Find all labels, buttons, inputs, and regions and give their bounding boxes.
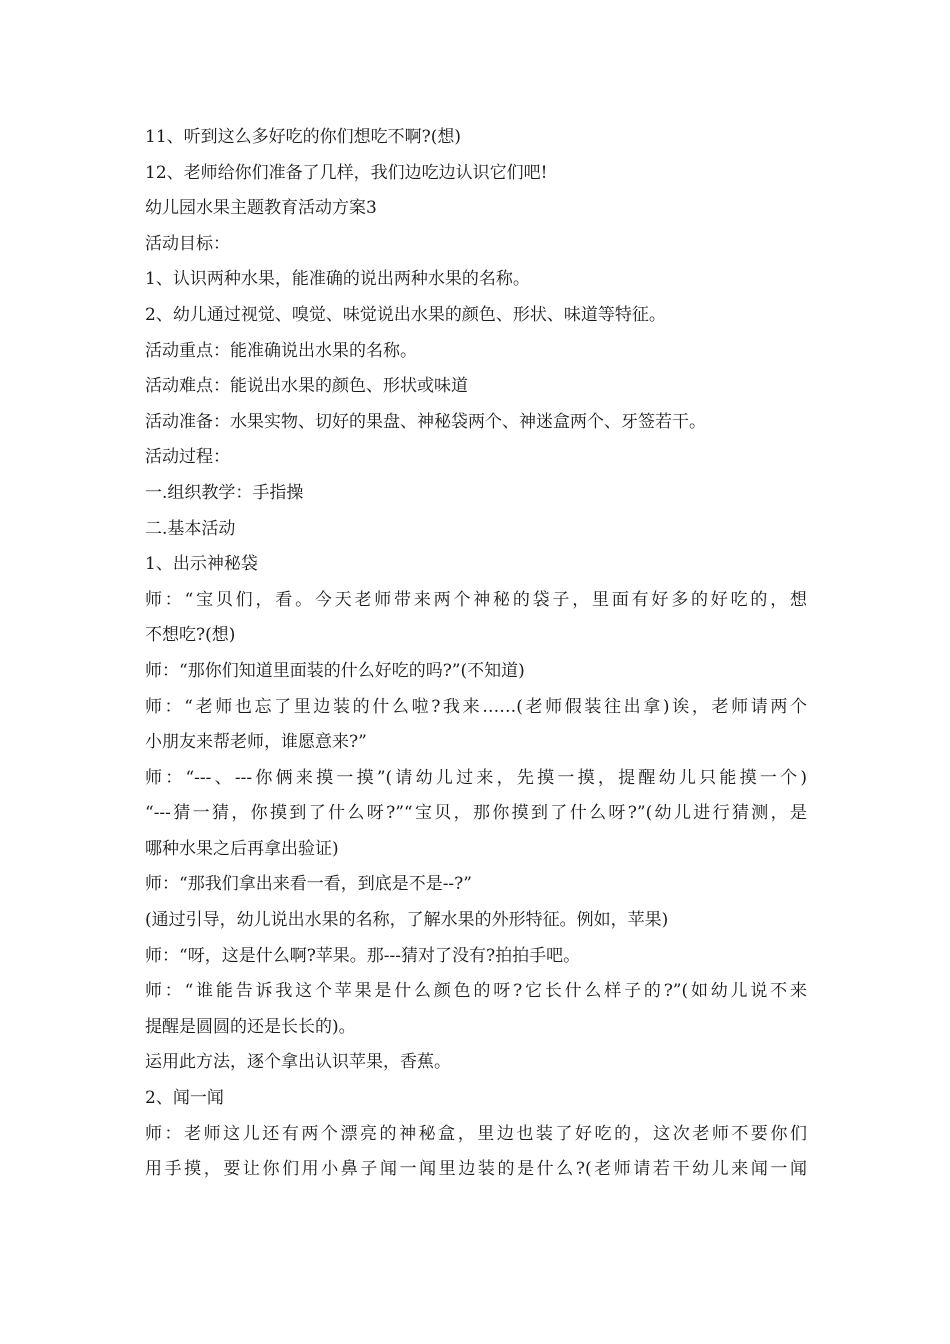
text-line: 11、听到这么多好吃的你们想吃不啊?(想)	[145, 127, 462, 147]
document-body	[145, 120, 807, 1188]
text-line: 2、幼儿通过视觉、嗅觉、味觉说出水果的颜色、形状、味道等特征。	[145, 304, 666, 325]
text-line: 活动难点：能说出水果的颜色、形状或味道	[145, 376, 468, 397]
section-title: 幼儿园水果主题教育活动方案3	[145, 198, 377, 219]
text-line: 用手摸，要让你们用小鼻子闻一闻里边装的是什么?(老师请若干幼儿来闻一闻	[145, 1159, 807, 1180]
text-line: 师：“---、---你俩来摸一摸”(请幼儿过来，先摸一摸，提醒幼儿只能摸一个)	[145, 767, 807, 788]
text-line: 师：“那你们知道里面装的什么好吃的吗?”(不知道)	[145, 660, 525, 681]
text-line: “---猜一猜，你摸到了什么呀?”“宝贝，那你摸到了什么呀?”(幼儿进行猜测，是	[145, 803, 807, 824]
text-line: 哪种水果之后再拿出验证)	[145, 838, 339, 859]
text-line: 不想吃?(想)	[145, 625, 236, 646]
text-line: 活动准备：水果实物、切好的果盘、神秘袋两个、神迷盒两个、牙签若干。	[145, 411, 706, 432]
text-line: 1、认识两种水果，能准确的说出两种水果的名称。	[145, 269, 530, 290]
text-line: 提醒是圆圆的还是长长的)。	[145, 1016, 356, 1037]
text-line: 师：“老师也忘了里边装的什么啦?我来……(老师假装往出拿)诶，老师请两个	[145, 696, 807, 717]
text-line: 师：“谁能告诉我这个苹果是什么颜色的呀?它长什么样子的?”(如幼儿说不来	[145, 981, 807, 1002]
text-line: 2、闻一闻	[145, 1088, 224, 1109]
text-line: 活动过程：	[145, 447, 230, 468]
text-line: 师：“那我们拿出来看一看，到底是不是--?”	[145, 874, 472, 895]
text-line: 1、出示神秘袋	[145, 554, 258, 575]
text-line: (通过引导，幼儿说出水果的名称，了解水果的外形特征。例如，苹果)	[145, 910, 669, 931]
text-line: 活动目标：	[145, 233, 230, 254]
text-line: 运用此方法，逐个拿出认识苹果，香蕉。	[145, 1052, 451, 1073]
text-line: 活动重点：能准确说出水果的名称。	[145, 340, 417, 361]
text-line: 12、老师给你们准备了几样，我们边吃边认识它们吧!	[145, 162, 548, 183]
text-line: 小朋友来帮老师，谁愿意来?”	[145, 732, 367, 753]
text-line: 一.组织教学：手指操	[145, 482, 304, 503]
text-line: 师：“呀，这是什么啊?苹果。那---猜对了没有?拍拍手吧。	[145, 945, 581, 966]
text-line: 二.基本活动	[145, 518, 236, 539]
text-line: 师：老师这儿还有两个漂亮的神秘盒，里边也装了好吃的，这次老师不要你们	[145, 1123, 807, 1144]
text-line: 师：“宝贝们，看。今天老师带来两个神秘的袋子，里面有好多的好吃的，想	[145, 589, 807, 610]
